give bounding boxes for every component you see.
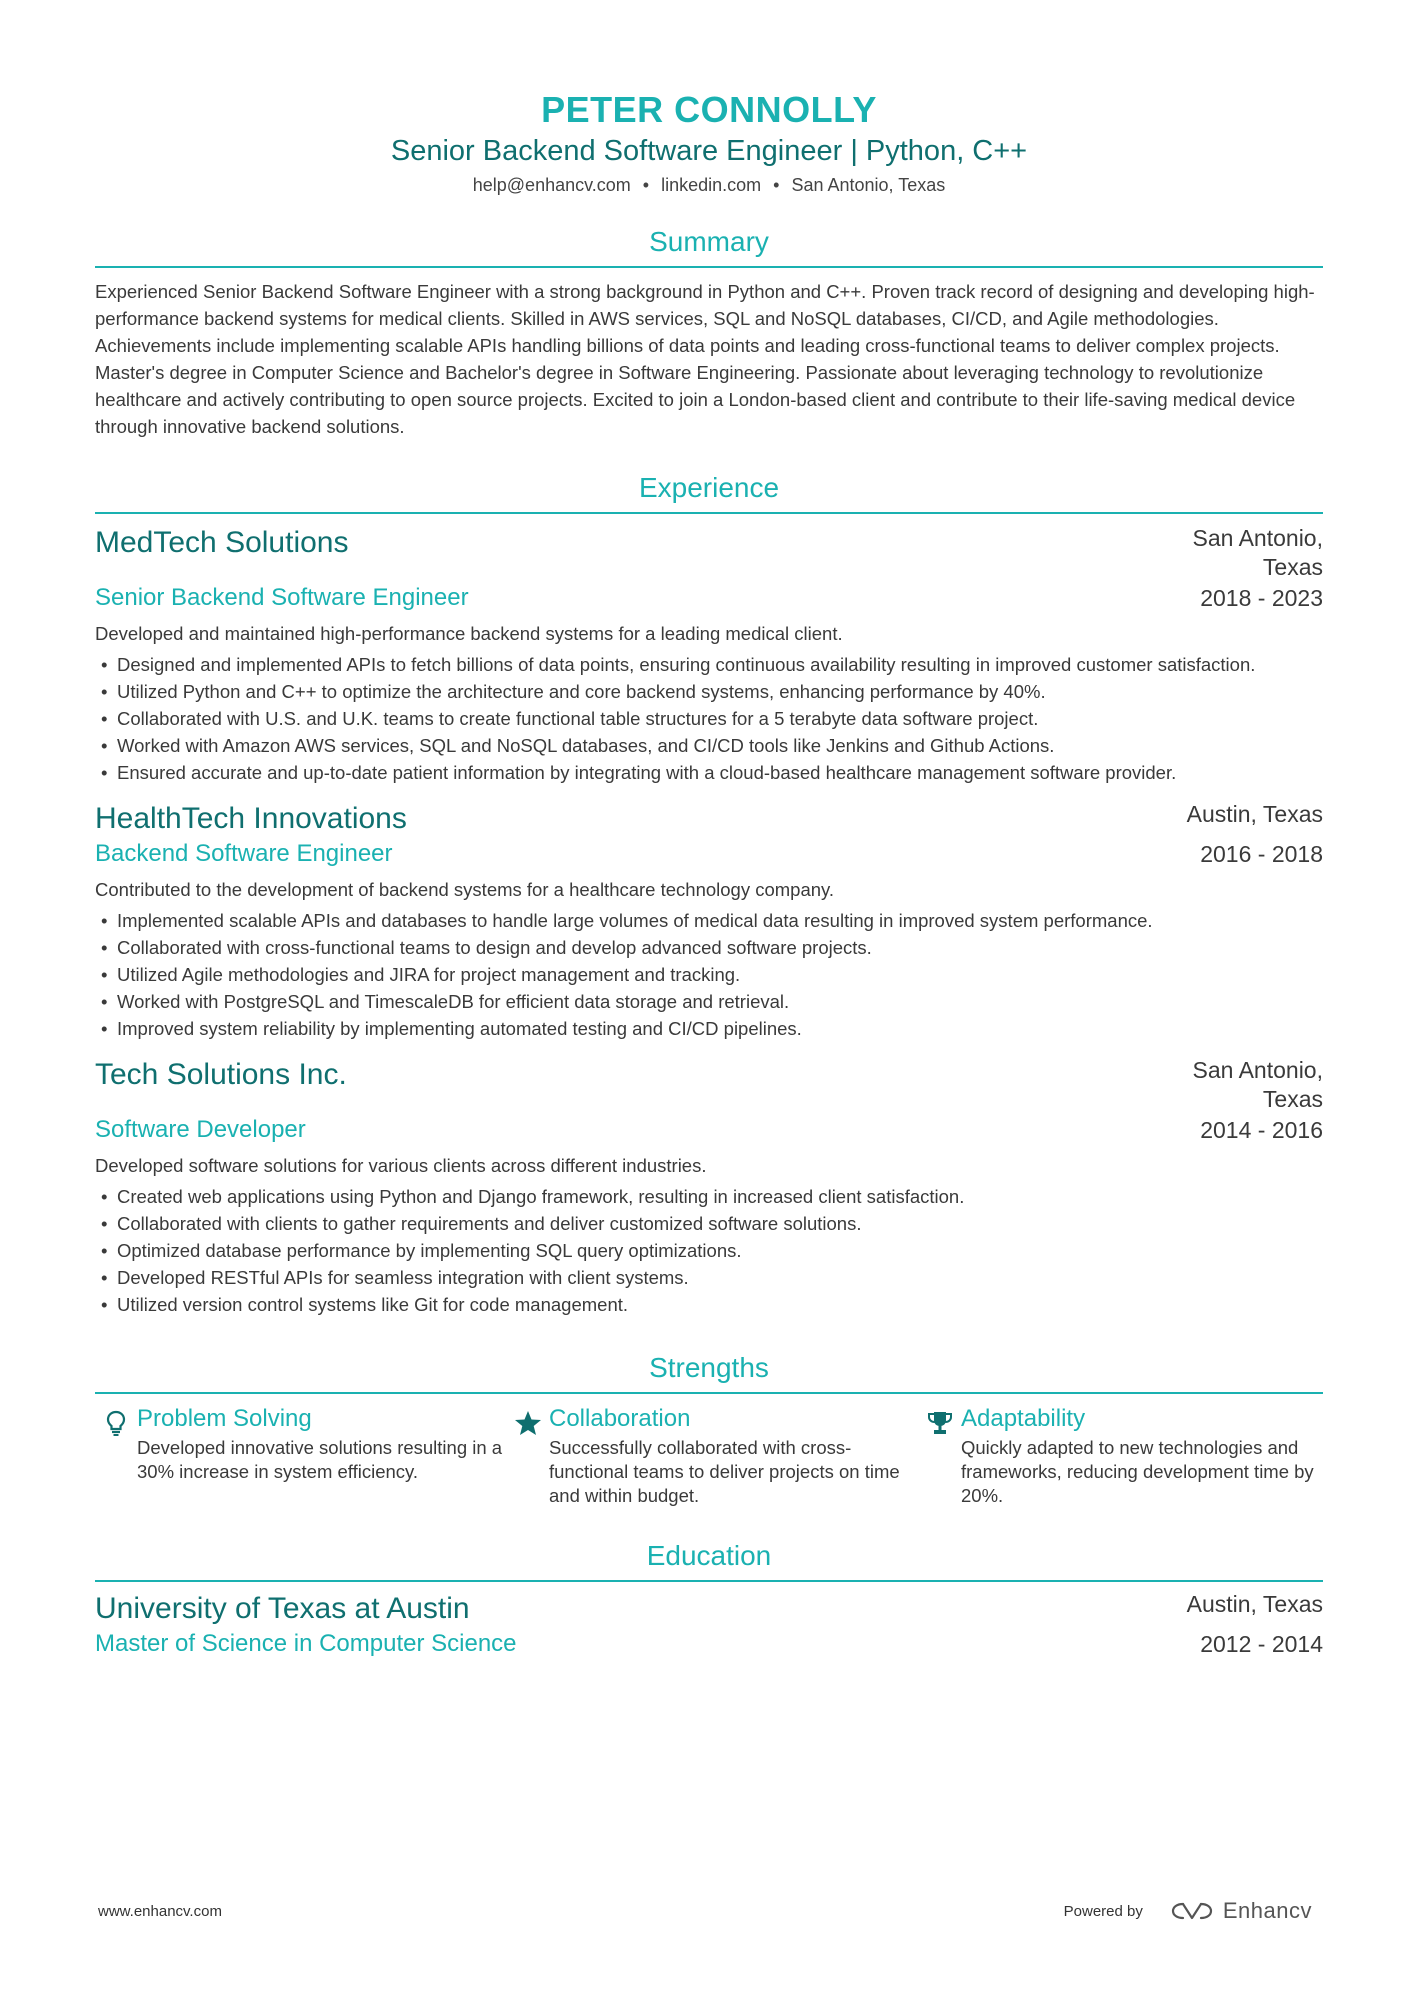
strength-title: Problem Solving (137, 1405, 312, 1432)
enhancv-brand-name[interactable]: Enhancv (1222, 1898, 1312, 1923)
job-dates: 2016 - 2018 (1200, 841, 1323, 867)
job-title: Backend Software Engineer (95, 840, 393, 867)
company-name: Tech Solutions Inc. (95, 1058, 347, 1091)
job-bullets (95, 1183, 1323, 1318)
bullet-item: • Created web applications using Python and Django framework, resulting in increased client satisfaction. (95, 1183, 1323, 1210)
section-title-summary: Summary (95, 224, 1323, 268)
resume-page (95, 90, 1323, 1660)
company-name: HealthTech Innovations (95, 802, 407, 835)
bullet-item: • Utilized Agile methodologies and JIRA for project management and tracking. (95, 961, 1323, 988)
section-title-experience: Experience (95, 470, 1323, 514)
enhancv-logo-icon (1169, 1900, 1215, 1922)
candidate-headline: Senior Backend Software Engineer | Python, C++ (390, 135, 1028, 167)
bullet-item: • Collaborated with clients to gather requirements and deliver customized software solutions. (95, 1210, 1323, 1237)
contact-email[interactable]: help@enhancv.com (472, 175, 631, 195)
job-title: Software Developer (95, 1116, 306, 1143)
bullet-item: • Optimized database performance by implementing SQL query optimizations. (95, 1237, 1323, 1264)
trophy-icon (919, 1402, 961, 1508)
candidate-name: PETER CONNOLLY (541, 89, 877, 130)
degree-name: Master of Science in Computer Science (95, 1630, 517, 1657)
job-bullets (95, 907, 1323, 1042)
job-description: Developed and maintained high-performance backend systems for a leading medical client. (95, 623, 843, 644)
contact-location: San Antonio, Texas (791, 175, 946, 195)
education-section (95, 1538, 1323, 1660)
bullet-item: • Collaborated with cross-functional teams to design and develop advanced software projects. (95, 934, 1323, 961)
contact-line (95, 172, 1323, 198)
job-location: San Antonio, Texas (1192, 525, 1323, 580)
bullet-item: • Utilized version control systems like Git for code management. (95, 1291, 1323, 1318)
strength-item (919, 1402, 1331, 1508)
bullet-item: • Collaborated with U.S. and U.K. teams to create functional table structures for a 5 terabyte data software project. (95, 705, 1323, 732)
resume-header (95, 90, 1323, 198)
page-footer (98, 1898, 1312, 1924)
bullet-item: • Improved system reliability by implementing automated testing and CI/CD pipelines. (95, 1015, 1323, 1042)
strength-item (95, 1402, 507, 1508)
job-dates: 2014 - 2016 (1200, 1117, 1323, 1143)
experience-entry (95, 524, 1323, 786)
school-name: University of Texas at Austin (95, 1592, 470, 1625)
experience-section (95, 470, 1323, 1318)
footer-website[interactable]: www.enhancv.com (98, 1902, 222, 1920)
job-bullets (95, 651, 1323, 786)
job-location: San Antonio, Texas (1192, 1057, 1323, 1112)
bullet-item: • Designed and implemented APIs to fetch billions of data points, ensuring continuous availability resulting in improved customer satisfaction. (95, 651, 1323, 678)
strength-title: Collaboration (549, 1405, 691, 1432)
job-dates: 2018 - 2023 (1200, 585, 1323, 611)
star-icon (507, 1402, 549, 1508)
section-title-education: Education (95, 1538, 1323, 1582)
bullet-item: • Implemented scalable APIs and databases to handle large volumes of medical data resulting in improved system performance. (95, 907, 1323, 934)
summary-section (95, 224, 1323, 440)
bullet-item: • Developed RESTful APIs for seamless integration with client systems. (95, 1264, 1323, 1291)
strength-title: Adaptability (961, 1405, 1086, 1432)
strengths-section (95, 1350, 1323, 1508)
school-location: Austin, Texas (1186, 1591, 1323, 1617)
bullet-item: • Worked with PostgreSQL and TimescaleDB for efficient data storage and retrieval. (95, 988, 1323, 1015)
section-title-strengths: Strengths (95, 1350, 1323, 1394)
contact-separator: • (773, 175, 780, 195)
contact-linkedin[interactable]: linkedin.com (661, 175, 762, 195)
summary-text: Experienced Senior Backend Software Engineer with a strong background in Python and C++. Proven track record of designing and developing high-performance backend systems for medical clients. Skilled in AWS services, SQL and NoSQL databases, CI/CD, and Agile methodologies. Achievements include implementing scalable APIs handling billions of data points and leading cross-functional teams to deliver complex projects. Master's degree in Computer Science and Bachelor's degree in Software Engineering. Passionate about leveraging technology to revolutionize healthcare and actively contributing to open source projects. Excited to join a London-based client and contribute to their life-saving medical device through innovative backend solutions. (95, 281, 1315, 437)
strength-description: Quickly adapted to new technologies and frameworks, reducing development time by 20%. (961, 1437, 1314, 1506)
strength-description: Developed innovative solutions resulting in a 30% increase in system efficiency. (137, 1437, 503, 1482)
bullet-item: • Utilized Python and C++ to optimize the architecture and core backend systems, enhancing performance by 40%. (95, 678, 1323, 705)
lightbulb-icon (95, 1402, 137, 1508)
job-location: Austin, Texas (1186, 801, 1323, 827)
strengths-list (95, 1402, 1323, 1508)
education-dates: 2012 - 2014 (1200, 1631, 1323, 1657)
job-title: Senior Backend Software Engineer (95, 584, 469, 611)
bullet-item: • Ensured accurate and up-to-date patient information by integrating with a cloud-based healthcare management software provider. (95, 759, 1323, 786)
experience-entry (95, 1056, 1323, 1318)
strength-item (507, 1402, 919, 1508)
footer-branding (1064, 1898, 1312, 1924)
strength-description: Successfully collaborated with cross-functional teams to deliver projects on time and within budget. (549, 1437, 900, 1506)
contact-separator: • (642, 175, 650, 195)
company-name: MedTech Solutions (95, 526, 349, 559)
job-description: Contributed to the development of backend systems for a healthcare technology company. (95, 879, 835, 900)
experience-entry (95, 800, 1323, 1042)
job-description: Developed software solutions for various clients across different industries. (95, 1155, 707, 1176)
bullet-item: • Worked with Amazon AWS services, SQL and NoSQL databases, and CI/CD tools like Jenkins and Github Actions. (95, 732, 1323, 759)
education-entry (95, 1590, 1323, 1660)
powered-by-label: Powered by (1063, 1902, 1143, 1920)
